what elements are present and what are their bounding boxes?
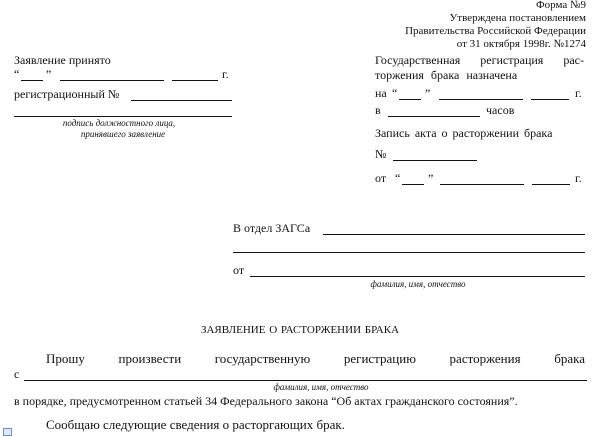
spouse-name-line [24,380,587,381]
record-number-line [393,160,477,161]
on-label: на [375,86,387,100]
state-reg-line-2: торжения брака назначена [375,68,518,82]
record-year-line [532,184,570,185]
spouse-name-caption: фамилия, имя, отчество [273,382,369,392]
left-quote-open: “ [14,67,20,81]
hours-line [388,116,480,117]
application-title: ЗАЯВЛЕНИЕ О РАСТОРЖЕНИИ БРАКА [200,324,400,336]
accepted-label: Заявление принято [14,53,111,67]
left-month-line [60,80,164,81]
record-month-line [440,184,524,185]
approval-line-3: от 31 октября 1998г. №1274 [456,38,586,50]
approval-line-1: Утверждена постановлением [449,12,586,24]
left-year-suffix: г. [222,67,229,81]
left-day-line [21,80,43,81]
state-reg-line-1: Государственная регистрация рас- [375,53,584,67]
from-label: от [233,263,245,277]
to-zags-label: В отдел ЗАГСа [233,221,311,235]
right-year-suffix: г. [575,86,582,100]
in-label: в [375,103,381,117]
number-sign: № [375,147,387,161]
zags-name-line-2 [233,252,585,253]
form-number: Форма №9 [535,0,586,11]
left-year-line [172,80,218,81]
order-text: в порядке, предусмотренном статьей 34 Федерального закона “Об актах гражданского состояния”. [14,394,518,408]
record-day-line [402,184,424,185]
signature-caption-2: принявшего заявление [80,129,166,139]
record-act-label: Запись акта о расторжении брака [375,126,553,140]
left-quote-close: ” [46,67,52,81]
applicant-name-line [250,276,585,277]
right-month-line [439,99,523,100]
info-text: Сообщаю следующие сведения о расторгающих брак. [46,417,345,432]
right-year-line [531,99,569,100]
right-day-line [399,99,421,100]
zags-name-line [323,234,585,235]
applicant-name-caption: фамилия, имя, отчество [370,279,466,289]
hours-label: часов [486,103,515,117]
right-quote-open-2: “ [395,171,401,185]
approval-line-2: Правительства Российской Федерации [405,25,586,37]
right-quote-open: “ [392,86,398,100]
signature-caption-1: подпись должностного лица, [62,118,176,128]
with-label: с [14,367,20,381]
signature-line [14,116,232,117]
request-text: Прошу произвести государственную регистрацию расторжения брака [46,351,585,366]
right-quote-close-2: ” [428,171,434,185]
right-quote-close: ” [425,86,431,100]
from-label-right: от [375,171,387,185]
reg-number-label: регистрационный № [14,87,120,101]
record-year-suffix: г. [575,171,582,185]
reg-number-line [131,100,232,101]
